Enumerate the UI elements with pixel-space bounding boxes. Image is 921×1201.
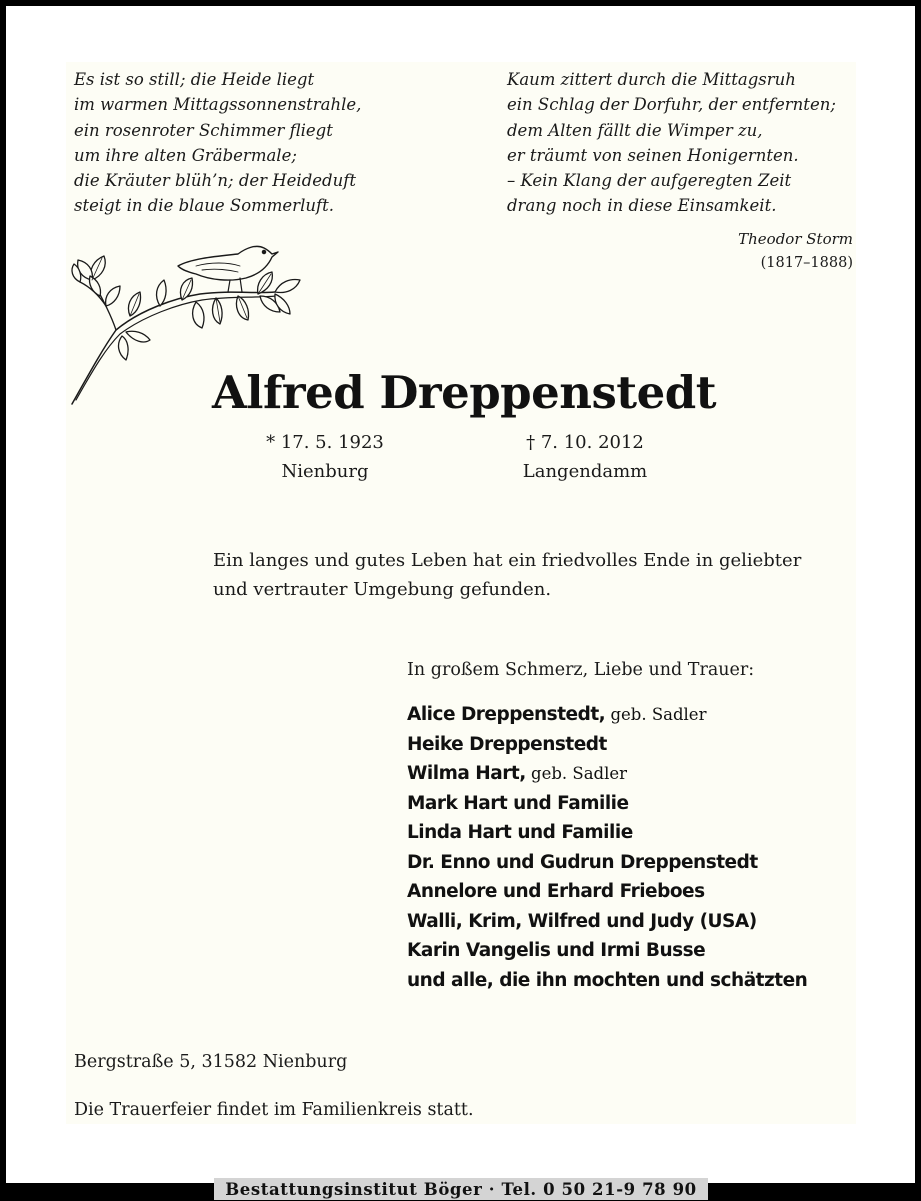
death-info	[500, 428, 670, 486]
mourner-name: Annelore und Erhard Frieboes	[407, 881, 705, 902]
poem-line: um ihre alten Gräbermale;	[74, 145, 297, 165]
mourner-name: Heike Dreppenstedt	[407, 733, 607, 755]
mourner-entry	[407, 700, 807, 730]
poem-line: – Kein Klang der aufgeregten Zeit	[507, 171, 792, 191]
mourner-name: Mark Hart und Familie	[407, 792, 629, 814]
mourner-entry	[407, 907, 807, 937]
mourner-entry	[407, 730, 807, 760]
poem-line: drang noch in diese Einsamkeit.	[507, 196, 777, 216]
epitaph-line: und vertrauter Umgebung gefunden.	[213, 579, 552, 600]
ceremony-note: Die Trauerfeier findet im Familienkreis statt.	[74, 1100, 474, 1120]
funeral-home-footer: Bestattungsinstitut Böger · Tel. 0 50 21-9 78 90	[214, 1178, 708, 1200]
mourner-entry	[407, 789, 807, 819]
mourner-name: Karin Vangelis und Irmi Busse	[407, 940, 706, 961]
poem-author: Theodor Storm	[738, 230, 853, 248]
poem-line: Es ist so still; die Heide liegt	[74, 70, 315, 89]
poem-line: Kaum zittert durch die Mittagsruh	[507, 70, 796, 89]
poem-line: steigt in die blaue Sommerluft.	[74, 196, 334, 216]
poem-line: dem Alten fällt die Wimper zu,	[507, 120, 763, 140]
mourner-name: Walli, Krim, Wilfred und Judy (USA)	[407, 910, 757, 932]
epitaph	[213, 546, 853, 604]
poem-line: die Kräuter blüh’n; der Heideduft	[74, 171, 356, 191]
mourner-entry	[407, 966, 807, 996]
family-address: Bergstraße 5, 31582 Nienburg	[74, 1052, 348, 1072]
epitaph-line: Ein langes und gutes Leben hat ein friedvolles Ende in geliebter	[213, 550, 802, 571]
poem-right-stanza	[507, 67, 836, 219]
mourner-name: Wilma Hart,	[407, 763, 526, 784]
mourners-list	[407, 700, 807, 995]
death-place: Langendamm	[522, 461, 648, 482]
birth-date: * 17. 5. 1923	[266, 432, 384, 453]
birth-place: Nienburg	[281, 461, 369, 482]
mourner-entry	[407, 759, 807, 789]
mourner-name: und alle, die ihn mochten und schätzten	[407, 969, 808, 991]
mourner-name: Linda Hart und Familie	[407, 822, 633, 843]
mourner-entry	[407, 848, 807, 878]
death-date: † 7. 10. 2012	[526, 432, 644, 453]
mourner-suffix: geb. Sadler	[525, 764, 628, 783]
mourner-name: Dr. Enno und Gudrun Dreppenstedt	[407, 851, 758, 873]
mourner-suffix: geb. Sadler	[605, 705, 707, 724]
poem-left-stanza	[74, 67, 361, 219]
mourner-entry	[407, 877, 807, 907]
deceased-name: Alfred Dreppenstedt	[212, 366, 716, 419]
poem-line: er träumt von seinen Honigernten.	[507, 145, 799, 165]
poem-author-years: (1817–1888)	[760, 255, 853, 271]
mourner-entry	[407, 818, 807, 848]
mourners-intro: In großem Schmerz, Liebe und Trauer:	[407, 660, 755, 680]
poem-line: im warmen Mittagssonnenstrahle,	[74, 95, 362, 115]
mourner-entry	[407, 936, 807, 966]
mourner-name: Alice Dreppenstedt,	[407, 704, 606, 725]
poem-line: ein Schlag der Dorfuhr, der entfernten;	[507, 95, 836, 115]
poem-line: ein rosenroter Schimmer fliegt	[74, 120, 333, 140]
birth-info	[250, 428, 400, 486]
